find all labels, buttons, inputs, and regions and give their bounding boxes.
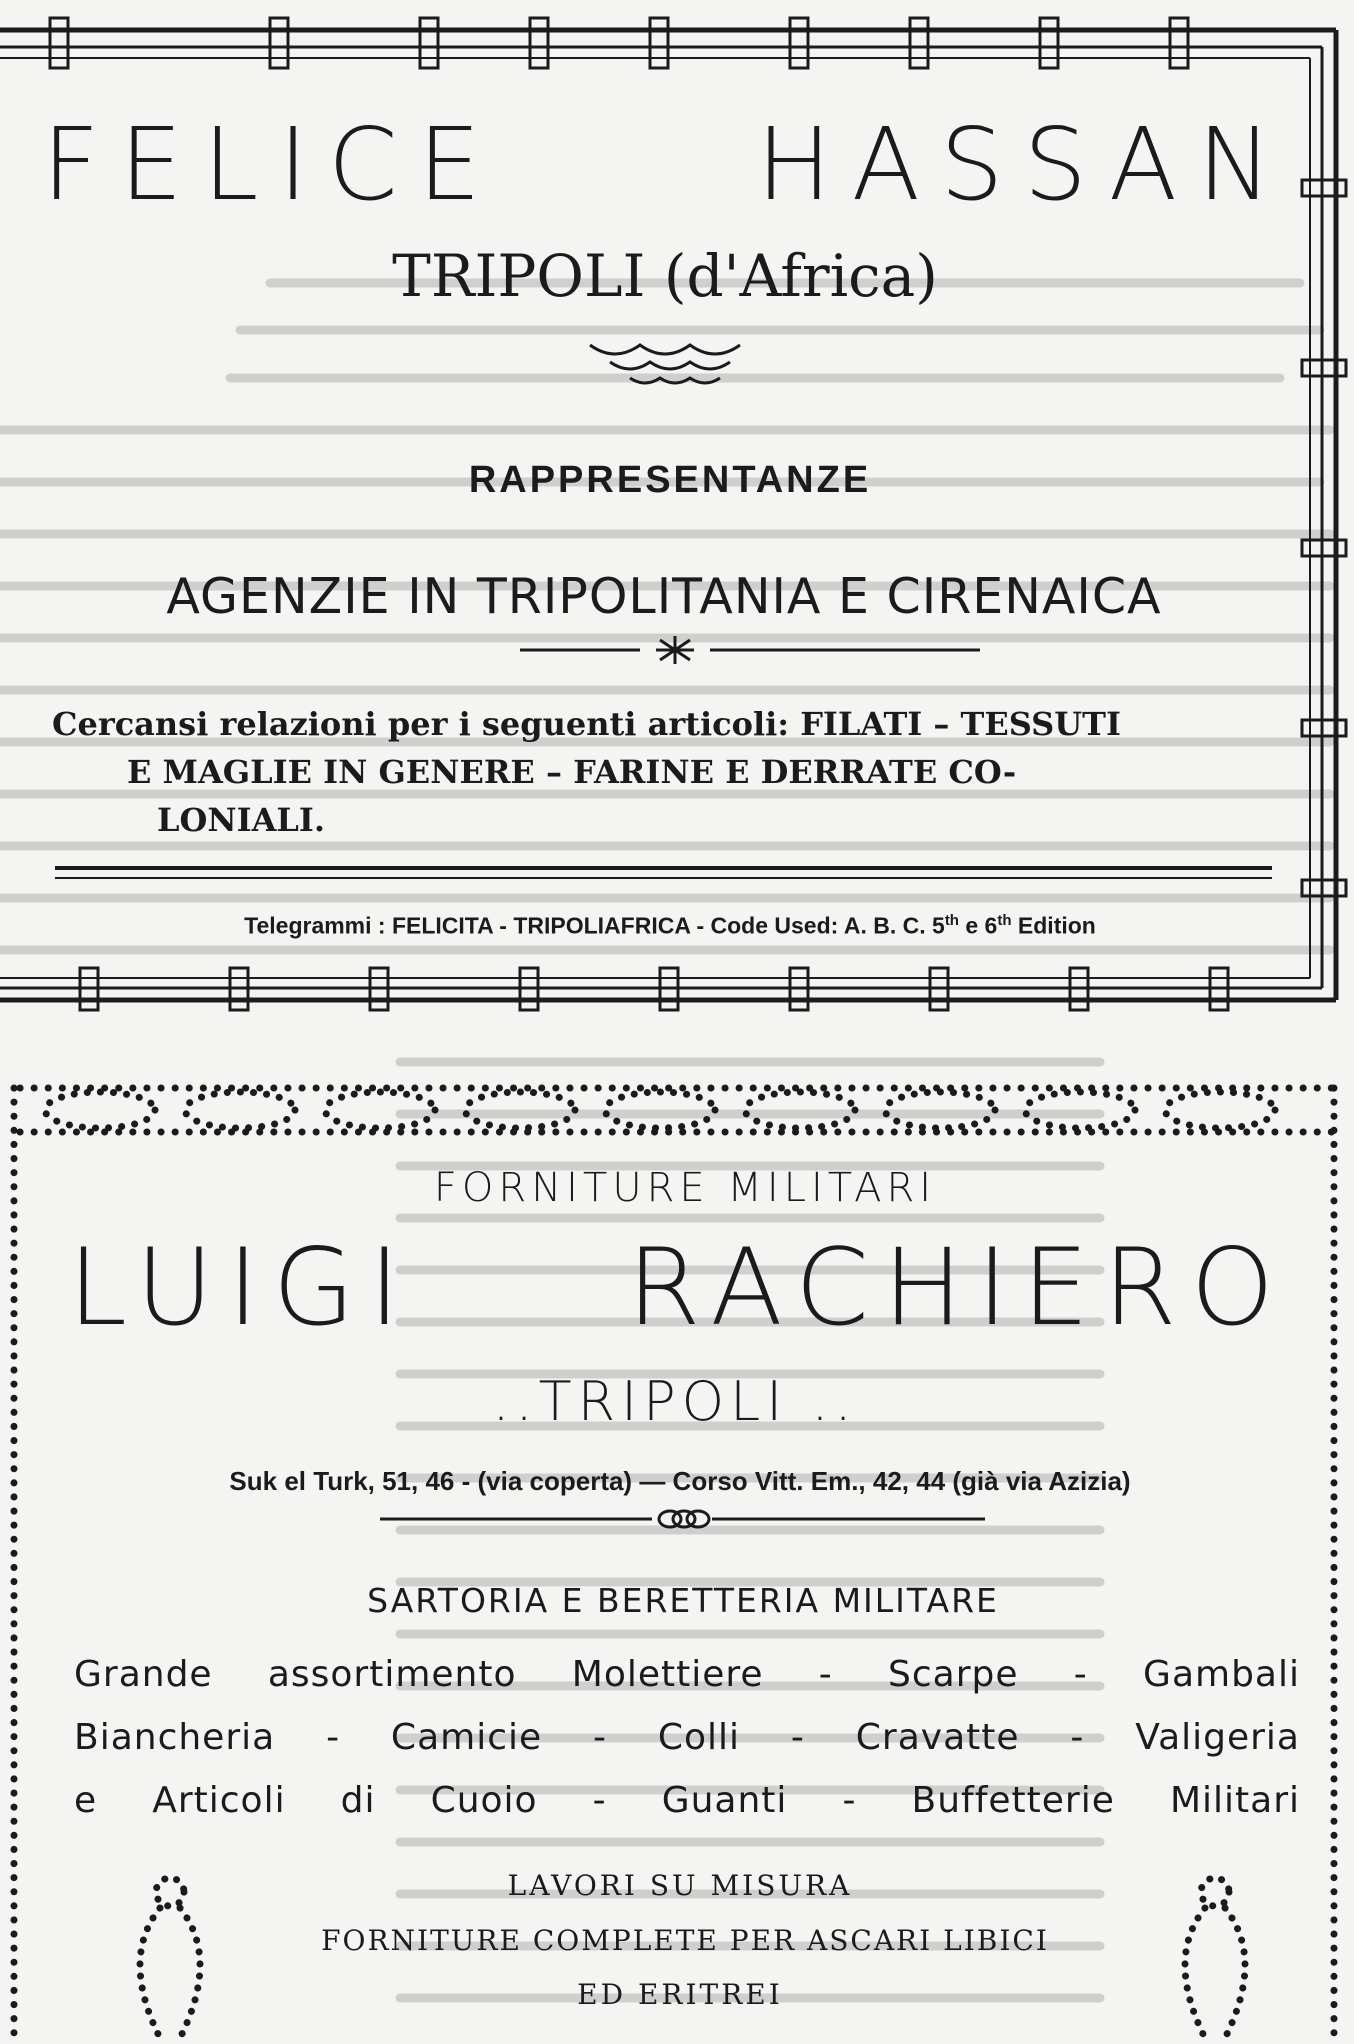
address-line: Suk el Turk, 51, 46 - (via coperta) — Corso Vitt. Em., 42, 44 (già via Azizia) xyxy=(229,1466,1131,1496)
assortment-line: e Articoli di Cuoio - Guanti - Buffetterie Militari xyxy=(74,1780,1300,1821)
offer-line-1: Cercansi relazioni per i seguenti articoli: FILATI – TESSUTI xyxy=(52,705,1121,743)
assortment-line: Grande assortimento Molettiere - Scarpe - Gambali xyxy=(74,1654,1300,1695)
advertiser-name: LUIGI RACHIERO xyxy=(68,1226,1288,1349)
asterisk-divider xyxy=(520,636,980,664)
advertiser-city: TRIPOLI (d'Africa) xyxy=(392,242,938,310)
assortment-line: Biancheria - Camicie - Colli - Cravatte - Valigeria xyxy=(74,1717,1300,1758)
agencies-line: AGENZIE IN TRIPOLITANIA E CIRENAICA xyxy=(166,568,1162,625)
flourish-ornament xyxy=(590,345,740,383)
service-heading: SARTORIA E BERETTERIA MILITARE xyxy=(367,1581,999,1620)
custom-work-line: LAVORI SU MISURA xyxy=(507,1869,853,1902)
supplies-line-tail: ED ERITREI xyxy=(577,1978,783,2011)
business-tagline: FORNITURE MILITARI xyxy=(433,1165,937,1211)
supplies-line: FORNITURE COMPLETE PER ASCARI LIBICI xyxy=(321,1924,1049,1957)
offer-line-2: E MAGLIE IN GENERE – FARINE E DERRATE CO- xyxy=(127,753,1017,791)
ordinal-suffix: th xyxy=(944,912,959,929)
offer-line-3: LONIALI. xyxy=(157,801,326,839)
section-heading: RAPPRESENTANZE xyxy=(468,459,872,501)
advertiser-name: FELICE HASSAN xyxy=(42,106,1292,223)
advertisement-luigi-rachiero xyxy=(0,1028,1354,2044)
advertisement-felice-hassan xyxy=(0,0,1354,1020)
offer-paragraph xyxy=(52,700,1280,844)
telegram-mid: e 6 xyxy=(958,912,998,939)
telegram-prefix: Telegrammi : FELICITA - TRIPOLIAFRICA - Code Used: A. B. C. 5 xyxy=(244,912,945,939)
advertiser-city: ..TRIPOLI .. xyxy=(492,1370,858,1433)
ring-divider xyxy=(380,1511,985,1527)
telegram-info xyxy=(95,906,1245,941)
telegram-suffix: Edition xyxy=(1011,912,1096,939)
ordinal-suffix: th xyxy=(997,912,1012,929)
